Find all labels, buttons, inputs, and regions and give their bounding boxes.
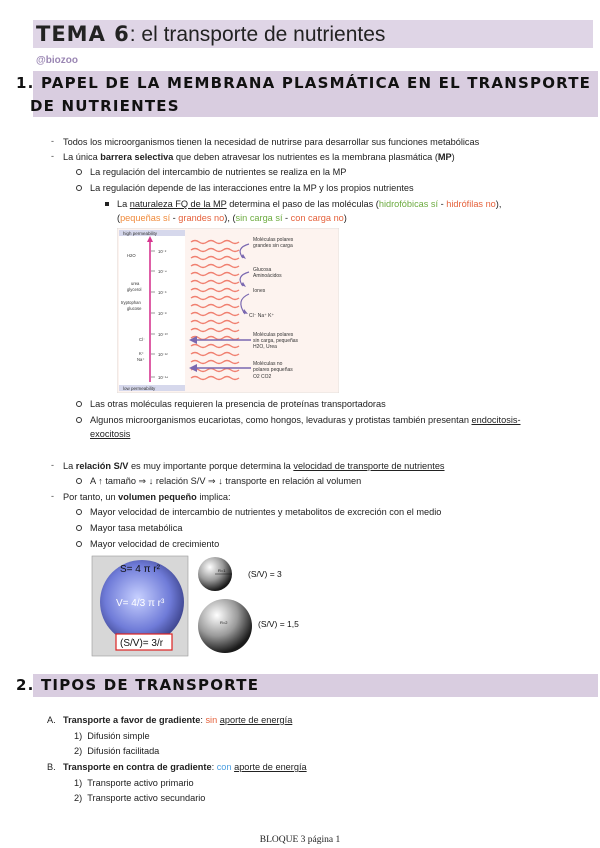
nested-bullet-text: La naturaleza FQ de la MP determina el paso de las moléculas (hidrofóbicas sí - hidrófilas no),	[117, 199, 502, 209]
scale-14: 10⁻¹⁴	[158, 375, 169, 380]
square-bullet	[105, 202, 109, 206]
bullet-text: La única barrera selectiva que deben atravesar los nutrientes es la membrana plasmática (MP)	[63, 152, 455, 162]
label-glucosa: Glucosa	[253, 267, 272, 273]
scale-6: 10⁻⁶	[158, 290, 167, 295]
page-title: TEMA 6: el transporte de nutrientes	[36, 22, 386, 46]
label-no-polares-3: O2 CO2	[253, 374, 272, 380]
list-letter: B.	[47, 762, 56, 772]
list-subitem: 1) Transporte activo primario	[74, 778, 194, 788]
label-polares-grandes-1: Moléculas polares	[253, 237, 294, 243]
scale-2: 10⁻²	[158, 249, 167, 254]
sub-bullet-circle	[76, 401, 82, 407]
author-handle: @biozoo	[36, 55, 78, 66]
label-polares-pequenas-2: sin carga, pequeñas	[253, 338, 299, 344]
bullet-dash: -	[51, 151, 54, 161]
sphere-figure	[90, 552, 330, 658]
bullet-text: La relación S/V es muy importante porque determina la velocidad de transporte de nutrientes	[63, 461, 445, 471]
section2-heading: 2. TIPOS DE TRANSPORTE	[16, 676, 260, 694]
list-letter: A.	[47, 715, 56, 725]
sub-bullet-text: Algunos microorganismos eucariotas, como hongos, levaduras y protistas también presentan endocitosis-	[90, 415, 521, 425]
list-subitem: 1) Difusión simple	[74, 731, 150, 741]
bullet-dash: -	[51, 136, 54, 146]
permeability-figure	[117, 228, 339, 393]
mol-h2o: H2O	[127, 253, 136, 258]
ratio-formula: (S/V)= 3/r	[120, 638, 164, 649]
sub-bullet-text: Mayor velocidad de intercambio de nutrientes y metabolitos de excreción con el medio	[90, 507, 442, 517]
mol-glycerol: glycerol	[127, 287, 142, 292]
mol-tryptophan: tryptophan	[121, 300, 141, 305]
mol-k: K⁺	[139, 351, 145, 356]
volume-formula: V= 4/3 π r³	[116, 598, 165, 609]
sv-ratio-3: (S/V) = 3	[248, 569, 282, 579]
mol-urea: urea	[131, 281, 140, 286]
sub-bullet-circle	[76, 478, 82, 484]
scale-12: 10⁻¹²	[158, 352, 168, 357]
sub-bullet-circle	[76, 185, 82, 191]
sub-bullet-circle	[76, 169, 82, 175]
sub-bullet-text: Mayor velocidad de crecimiento	[90, 539, 220, 549]
nested-bullet-text-cont: (pequeñas sí - grandes no), (sin carga sí - con carga no)	[117, 213, 347, 223]
low-permeability-label: low permeability	[123, 386, 156, 391]
page-footer: BLOQUE 3 página 1	[259, 835, 341, 845]
bullet-dash: -	[51, 460, 54, 470]
label-no-polares-1: Moléculas no	[253, 361, 283, 367]
sub-bullet-circle	[76, 417, 82, 423]
mol-cl: Cl⁻	[139, 337, 146, 342]
list-subitem: 2) Difusión facilitada	[74, 746, 160, 756]
sub-bullet-circle	[76, 509, 82, 515]
section1-heading: 1. PAPEL DE LA MEMBRANA PLASMÁTICA EN EL TRANSPORTE DE NUTRIENTES	[16, 74, 592, 115]
label-ions-list: Cl⁻ Na⁺ K⁺	[249, 313, 275, 319]
scale-10: 10⁻¹⁰	[158, 332, 168, 337]
sub-bullet-text: La regulación depende de las interacciones entre la MP y los propios nutrientes	[90, 183, 414, 193]
sv-ratio-1-5: (S/V) = 1,5	[258, 619, 299, 629]
high-permeability-label: high permeability	[123, 231, 158, 236]
mol-glucose: glucose	[127, 306, 142, 311]
label-polares-grandes-2: grandes sin carga	[253, 243, 293, 249]
sub-bullet-text-cont: exocitosis	[90, 429, 131, 439]
bullet-text: Todos los microorganismos tienen la necesidad de nutrirse para desarrollar sus funciones metabólicas	[63, 137, 480, 147]
bullet-text: Por tanto, un volumen pequeño implica:	[63, 492, 231, 502]
sub-bullet-text: A ↑ tamaño ⇒ ↓ relación S/V ⇒ ↓ transporte en relación al volumen	[90, 476, 362, 486]
surface-formula: S= 4 π r²	[120, 564, 160, 575]
label-no-polares-2: polares pequeñas	[253, 367, 293, 373]
sub-bullet-text: Las otras moléculas requieren la presencia de proteínas transportadoras	[90, 399, 386, 409]
label-polares-pequenas-1: Moléculas polares	[253, 332, 294, 338]
sub-bullet-text: La regulación del intercambio de nutrientes se realiza en la MP	[90, 167, 347, 177]
label-iones: Iones	[253, 288, 266, 294]
scale-4: 10⁻⁴	[158, 269, 167, 274]
label-aminoacidos: Aminoácidos	[253, 273, 282, 279]
list-item-b: Transporte en contra de gradiente: con aporte de energía	[63, 762, 307, 772]
list-subitem: 2) Transporte activo secundario	[74, 793, 206, 803]
radius-2-label: R=2	[220, 620, 228, 625]
list-item-a: Transporte a favor de gradiente: sin aporte de energía	[63, 715, 293, 725]
scale-8: 10⁻⁸	[158, 311, 167, 316]
mol-na: Na⁺	[137, 357, 145, 362]
label-polares-pequenas-3: H2O, Urea	[253, 344, 277, 350]
bullet-dash: -	[51, 491, 54, 501]
sub-bullet-circle	[76, 541, 82, 547]
radius-1-label: R=1	[218, 568, 226, 573]
sub-bullet-circle	[76, 525, 82, 531]
sub-bullet-text: Mayor tasa metabólica	[90, 523, 183, 533]
